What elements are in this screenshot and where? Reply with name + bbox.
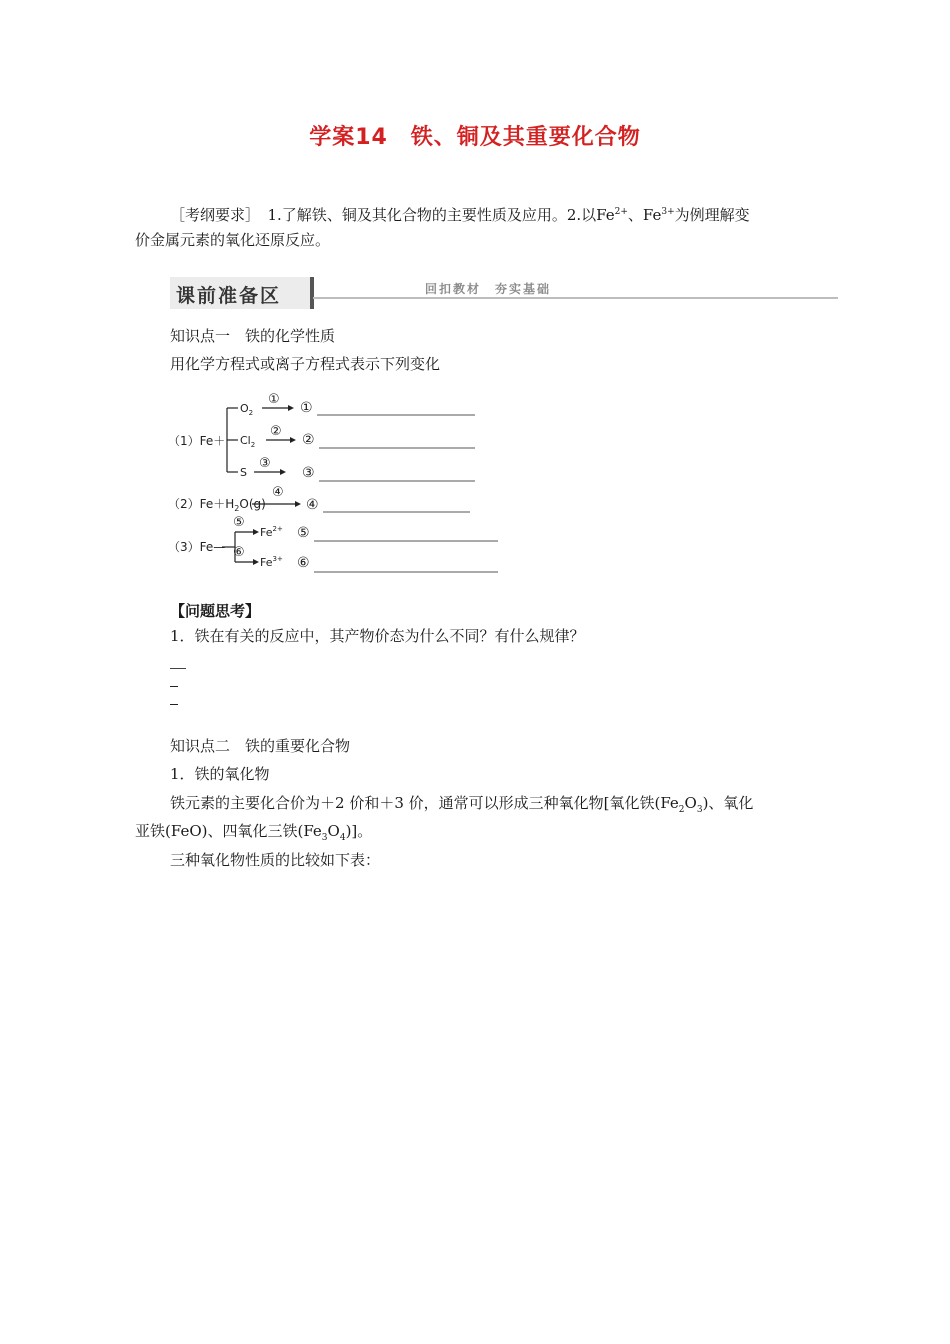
requirements-line2: 价金属元素的氧化还原反应。 — [135, 231, 331, 249]
section1-instruction: 用化学方程式或离子方程式表示下列变化 — [170, 355, 441, 373]
banner-title: 课前准备区 — [176, 285, 282, 307]
banner-divider — [313, 297, 838, 299]
s-label: S — [240, 466, 247, 479]
answer-blank-1[interactable] — [170, 668, 186, 669]
answer-number-3: ③ — [302, 465, 315, 481]
answer-number-1: ① — [300, 400, 313, 416]
requirements-line1: ［考纲要求］ 1.了解铁、铜及其化合物的主要性质及应用。2.以$Fe^{2+}$、$Fe^{3+}$为例理解变 — [170, 206, 750, 224]
fe3-label: $Fe^{3+}$ — [260, 555, 283, 569]
row1-label: （1）Fe＋ — [168, 434, 226, 448]
arrow-number-6: ⑥ — [233, 545, 245, 560]
arrow-number-3: ③ — [259, 456, 271, 471]
arrow-number-4: ④ — [272, 485, 284, 500]
banner-subtitle: 回扣教材 夯实基础 — [425, 282, 552, 296]
question-1: 1．铁在有关的反应中，其产物价态为什么不同？有什么规律？ — [170, 627, 585, 645]
o2-label: $O_2$ — [240, 402, 254, 417]
section2-paragraph1-line2: 亚铁(FeO)、四氧化三铁$(Fe_3O_4)$]。 — [135, 822, 373, 843]
iron-reaction-diagram — [160, 388, 520, 588]
answer-number-2: ② — [302, 432, 315, 448]
answer-number-4: ④ — [306, 497, 319, 513]
row2-label: $(2)Fe+H_2O(g)$ — [168, 497, 266, 513]
cl2-label: $Cl_2$ — [240, 434, 256, 449]
answer-number-5: ⑤ — [297, 525, 310, 541]
section2-heading: 知识点二 铁的重要化合物 — [170, 737, 351, 755]
fe2-label: $Fe^{2+}$ — [260, 525, 283, 539]
row3-label: （3）Fe— — [168, 540, 226, 554]
section2-paragraph2: 三种氧化物性质的比较如下表： — [170, 851, 381, 869]
arrow-number-5: ⑤ — [233, 515, 245, 530]
section2-paragraph1-line1: 铁元素的主要化合价为＋2 价和＋3 价，通常可以形成三种氧化物[氧化铁$(Fe_2O_3)$、氧化 — [170, 794, 754, 815]
section1-heading: 知识点一 铁的化学性质 — [170, 327, 336, 345]
arrow-number-1: ① — [268, 392, 280, 407]
section2-subheading: 1．铁的氧化物 — [170, 765, 270, 783]
answer-blank-2[interactable] — [170, 686, 178, 687]
answer-blank-3[interactable] — [170, 704, 178, 705]
page-title: 学案14 铁、铜及其重要化合物 — [309, 125, 641, 150]
arrow-number-2: ② — [270, 424, 282, 439]
question-heading: 【问题思考】 — [170, 602, 261, 620]
answer-number-6: ⑥ — [297, 555, 310, 571]
